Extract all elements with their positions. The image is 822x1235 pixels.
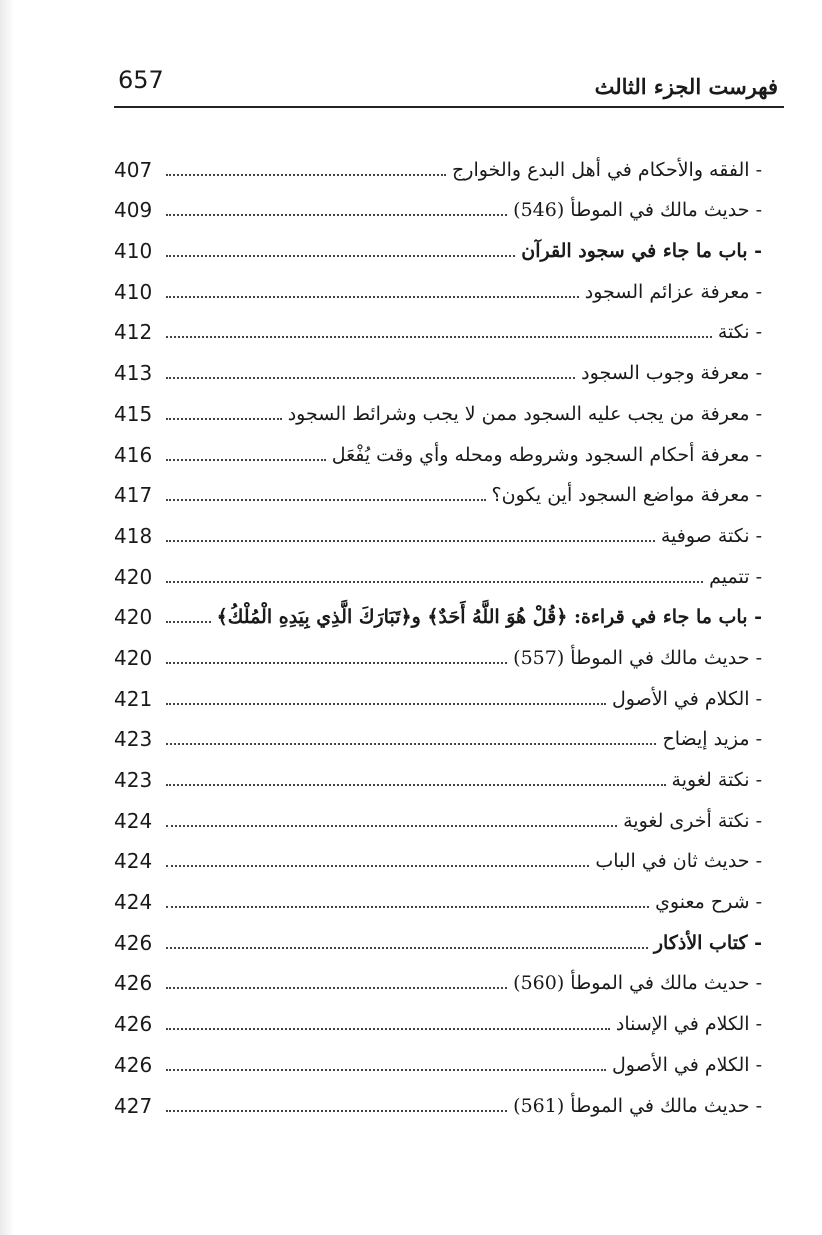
- toc-entry-page: 410: [114, 279, 153, 304]
- toc-entry: [114, 429, 784, 470]
- header-rule: [114, 106, 784, 108]
- toc-entry: [114, 307, 784, 348]
- toc-entry-page: 427: [114, 1093, 153, 1118]
- toc-entry-page: 418: [114, 523, 153, 548]
- dot-leader: [166, 703, 606, 705]
- toc-entry-title: - كتاب الأذكار: [653, 931, 762, 954]
- dot-leader: [166, 1028, 610, 1030]
- toc-entry: [114, 836, 784, 877]
- toc-entry-title: - مزيد إيضاح: [662, 728, 762, 751]
- toc-entry-page: 409: [114, 198, 153, 223]
- toc-entry-title: - باب ما جاء في سجود القرآن: [521, 240, 762, 263]
- toc-entry-title: - معرفة وجوب السجود: [581, 362, 762, 385]
- toc-entry: [114, 592, 784, 633]
- toc-entry-page: 421: [114, 686, 153, 711]
- dot-leader: [166, 336, 712, 338]
- toc-entry: [114, 876, 784, 917]
- toc-entry-page: 410: [114, 239, 153, 264]
- running-title: فهرست الجزء الثالث: [594, 74, 778, 99]
- page-header: [114, 62, 784, 106]
- toc-entry-title: - معرفة مواضع السجود أين يكون؟: [491, 484, 762, 507]
- toc-entry-page: 420: [114, 564, 153, 589]
- dot-leader: [166, 255, 515, 257]
- toc-entry: [114, 185, 784, 226]
- dot-leader: [166, 784, 666, 786]
- dot-leader: [166, 743, 656, 745]
- toc-entry: [114, 795, 784, 836]
- toc-entry-title: - الكلام في الأصول: [612, 687, 762, 710]
- toc-entry: [114, 714, 784, 755]
- toc-entry: [114, 470, 784, 511]
- toc-entry: [114, 632, 784, 673]
- dot-leader: [166, 621, 211, 623]
- dot-leader: [166, 540, 655, 542]
- dot-leader: [166, 214, 507, 216]
- toc-entry-title: - باب ما جاء في قراءة: ﴿قُلْ هُوَ اللَّهُ أَحَدٌ﴾ و﴿تَبَارَكَ الَّذِي بِيَدِهِ الْمُلْكُ﴾: [216, 606, 762, 629]
- toc-entry: [114, 388, 784, 429]
- toc-entry-page: 417: [114, 483, 153, 508]
- dot-leader: [166, 906, 649, 908]
- toc-entry-page: 413: [114, 361, 153, 386]
- toc-entry-title: - حديث مالك في الموطأ (557): [513, 646, 762, 669]
- toc-entry-title: - نكتة: [717, 321, 762, 344]
- toc-entry-page: 416: [114, 442, 153, 467]
- toc-entry-page: 426: [114, 1052, 153, 1077]
- toc-entry: [114, 266, 784, 307]
- dot-leader: [166, 296, 579, 298]
- toc-entry-title: - شرح معنوي: [655, 891, 762, 914]
- dot-leader: [166, 947, 648, 949]
- toc-entry-page: 420: [114, 645, 153, 670]
- toc-entry: [114, 510, 784, 551]
- toc-entry-title: - الكلام في الأصول: [612, 1053, 762, 1076]
- toc-entry-title: - معرفة من يجب عليه السجود ممن لا يجب وشرائط السجود: [287, 402, 762, 425]
- dot-leader: [166, 174, 446, 176]
- toc-entry-title: - نكتة لغوية: [671, 769, 762, 791]
- toc-entry-title: - حديث مالك في الموطأ (546): [513, 199, 762, 222]
- toc-entry: [114, 673, 784, 714]
- toc-entry-title: - نكتة أخرى لغوية: [623, 809, 762, 832]
- toc-entry: [114, 347, 784, 388]
- toc-entry-title: - الفقه والأحكام في أهل البدع والخوارج: [452, 158, 762, 181]
- dot-leader: [166, 418, 282, 420]
- toc-entry: [114, 917, 784, 958]
- dot-leader: [166, 1110, 507, 1112]
- toc-entry-page: 420: [114, 605, 153, 630]
- toc-entry: [114, 225, 784, 266]
- dot-leader: [166, 662, 507, 664]
- toc-entry-page: 424: [114, 808, 153, 833]
- page-number: 657: [118, 66, 164, 94]
- toc-entry: [114, 754, 784, 795]
- dot-leader: [166, 499, 486, 501]
- toc-entry: [114, 1039, 784, 1080]
- toc-entry-title: - نكتة صوفية: [660, 524, 762, 547]
- toc-entry-title: - حديث مالك في الموطأ (560): [513, 972, 762, 995]
- toc-entry-title: - تتميم: [709, 565, 762, 588]
- table-of-contents: [114, 144, 784, 1121]
- dot-leader: [166, 865, 589, 867]
- toc-entry: [114, 958, 784, 999]
- toc-entry-page: 424: [114, 849, 153, 874]
- toc-entry-title: - معرفة عزائم السجود: [584, 280, 762, 303]
- toc-entry-title: - حديث ثان في الباب: [595, 850, 762, 873]
- toc-entry-page: 424: [114, 890, 153, 915]
- dot-leader: [166, 1069, 606, 1071]
- dot-leader: [166, 825, 617, 827]
- toc-entry: [114, 998, 784, 1039]
- dot-leader: [166, 377, 575, 379]
- toc-entry: [114, 1080, 784, 1121]
- toc-entry-page: 423: [114, 727, 153, 752]
- toc-entry-title: - معرفة أحكام السجود وشروطه ومحله وأي وقت يُفْعَل: [331, 443, 762, 466]
- toc-entry-title: - الكلام في الإسناد: [615, 1013, 762, 1036]
- dot-leader: [166, 987, 507, 989]
- toc-entry-page: 426: [114, 930, 153, 955]
- toc-entry-title: - حديث مالك في الموطأ (561): [513, 1094, 762, 1117]
- toc-entry-page: 412: [114, 320, 153, 345]
- dot-leader: [166, 581, 703, 583]
- toc-entry-page: 423: [114, 768, 153, 792]
- toc-entry-page: 426: [114, 1012, 153, 1037]
- toc-entry-page: 407: [114, 157, 153, 182]
- toc-entry: [114, 551, 784, 592]
- scan-edge-shadow: [0, 0, 14, 1235]
- toc-entry-page: 415: [114, 401, 153, 426]
- dot-leader: [166, 459, 326, 461]
- toc-entry-page: 426: [114, 971, 153, 996]
- toc-entry: [114, 144, 784, 185]
